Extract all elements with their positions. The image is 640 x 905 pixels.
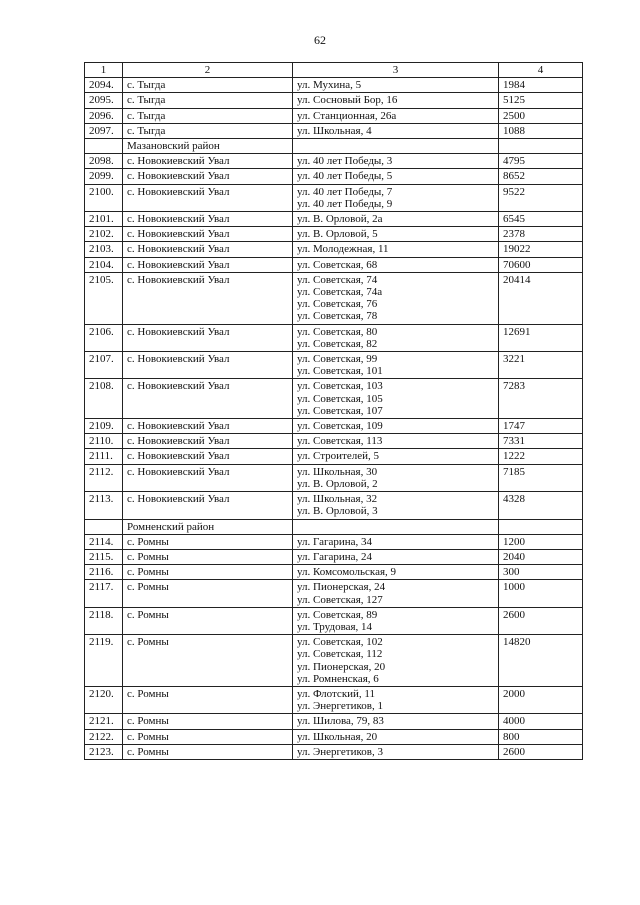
address-cell	[293, 324, 499, 351]
settlement-name: с. Новокиевский Увал	[123, 257, 293, 272]
area-value: 7331	[499, 434, 583, 449]
address-line: ул. Пионерская, 20	[297, 660, 386, 673]
settlement-name: с. Новокиевский Увал	[123, 464, 293, 491]
settlement-name: с. Новокиевский Увал	[123, 492, 293, 519]
row-number: 2110.	[85, 434, 123, 449]
row-number: 2098.	[85, 154, 123, 169]
address-line: ул. В. Орловой, 3	[297, 505, 378, 518]
table-row	[85, 464, 583, 491]
address-cell	[293, 272, 499, 324]
table-body	[85, 78, 583, 760]
row-number: 2121.	[85, 714, 123, 729]
address-line: ул. Шилова, 79, 83	[297, 715, 384, 728]
address-line: ул. В. Орловой, 5	[297, 228, 378, 241]
area-value: 14820	[499, 635, 583, 687]
table-row	[85, 580, 583, 607]
row-number: 2117.	[85, 580, 123, 607]
address-line: ул. 40 лет Победы, 9	[297, 197, 393, 210]
settlement-name: с. Ромны	[123, 714, 293, 729]
row-number: 2108.	[85, 379, 123, 419]
address-cell	[293, 464, 499, 491]
address-cell	[293, 212, 499, 227]
address-line: ул. 40 лет Победы, 3	[297, 155, 393, 168]
settlement-name: с. Ромны	[123, 729, 293, 744]
address-cell	[293, 169, 499, 184]
table-row	[85, 549, 583, 564]
area-value: 8652	[499, 169, 583, 184]
row-number: 2104.	[85, 257, 123, 272]
area-value: 7185	[499, 464, 583, 491]
row-number: 2116.	[85, 565, 123, 580]
settlement-name: с. Новокиевский Увал	[123, 242, 293, 257]
address-line: ул. Советская, 101	[297, 365, 383, 378]
table-row	[85, 534, 583, 549]
area-value: 3221	[499, 352, 583, 379]
table-cell-empty	[85, 139, 123, 154]
address-cell	[293, 154, 499, 169]
address-cell	[293, 184, 499, 211]
address-cell	[293, 565, 499, 580]
area-value: 2040	[499, 549, 583, 564]
row-number: 2113.	[85, 492, 123, 519]
settlement-name: с. Тыгда	[123, 108, 293, 123]
row-number: 2120.	[85, 686, 123, 713]
address-cell	[293, 434, 499, 449]
page-number: 62	[314, 33, 326, 47]
address-cell	[293, 352, 499, 379]
row-number: 2102.	[85, 227, 123, 242]
address-line: ул. Трудовая, 14	[297, 620, 373, 633]
address-cell	[293, 714, 499, 729]
address-cell	[293, 93, 499, 108]
address-cell	[293, 686, 499, 713]
settlement-name: с. Ромны	[123, 635, 293, 687]
table-row	[85, 607, 583, 634]
address-line: ул. 40 лет Победы, 5	[297, 170, 393, 183]
row-number: 2118.	[85, 607, 123, 634]
row-number: 2094.	[85, 78, 123, 93]
address-cell	[293, 78, 499, 93]
row-number: 2119.	[85, 635, 123, 687]
area-value: 1088	[499, 123, 583, 138]
address-line: ул. Советская, 99	[297, 353, 378, 366]
address-line: ул. Советская, 68	[297, 258, 378, 271]
row-number: 2103.	[85, 242, 123, 257]
row-number: 2123.	[85, 744, 123, 759]
address-cell	[293, 607, 499, 634]
address-line: ул. Советская, 105	[297, 392, 383, 405]
address-cell	[293, 123, 499, 138]
address-line: ул. Сосновый Бор, 16	[297, 94, 398, 107]
settlement-name: с. Новокиевский Увал	[123, 169, 293, 184]
table-cell-empty	[293, 519, 499, 534]
column-header-address: 3	[293, 63, 499, 78]
area-value: 19022	[499, 242, 583, 257]
settlement-name: с. Новокиевский Увал	[123, 324, 293, 351]
address-line: ул. Пионерская, 24	[297, 581, 386, 594]
address-line: ул. В. Орловой, 2	[297, 477, 378, 490]
area-value: 2600	[499, 744, 583, 759]
table-row	[85, 169, 583, 184]
address-line: ул. Строителей, 5	[297, 450, 379, 463]
area-value: 1222	[499, 449, 583, 464]
row-number: 2095.	[85, 93, 123, 108]
address-line: ул. Советская, 112	[297, 648, 383, 661]
area-value: 2000	[499, 686, 583, 713]
area-value: 20414	[499, 272, 583, 324]
area-value: 4328	[499, 492, 583, 519]
table-row	[85, 744, 583, 759]
address-cell	[293, 549, 499, 564]
table-row	[85, 212, 583, 227]
address-cell	[293, 635, 499, 687]
address-line: ул. Советская, 102	[297, 636, 383, 649]
area-value: 12691	[499, 324, 583, 351]
column-header-number: 1	[85, 63, 123, 78]
table-row	[85, 184, 583, 211]
table-row	[85, 714, 583, 729]
row-number: 2115.	[85, 549, 123, 564]
address-line: ул. Советская, 109	[297, 420, 383, 433]
row-number: 2096.	[85, 108, 123, 123]
table-row	[85, 352, 583, 379]
table-row	[85, 257, 583, 272]
address-cell	[293, 449, 499, 464]
row-number: 2100.	[85, 184, 123, 211]
table-cell-empty	[499, 139, 583, 154]
settlement-name: с. Ромны	[123, 607, 293, 634]
column-header-area: 4	[499, 63, 583, 78]
area-value: 5125	[499, 93, 583, 108]
settlement-name: с. Ромны	[123, 686, 293, 713]
table-cell-empty	[499, 519, 583, 534]
area-value: 2600	[499, 607, 583, 634]
district-name: Ромненский район	[123, 519, 293, 534]
table-row	[85, 123, 583, 138]
row-number: 2107.	[85, 352, 123, 379]
area-value: 1000	[499, 580, 583, 607]
settlement-name: с. Новокиевский Увал	[123, 434, 293, 449]
table-row	[85, 729, 583, 744]
address-line: ул. Гагарина, 34	[297, 535, 373, 548]
address-line: ул. Советская, 78	[297, 310, 378, 323]
row-number: 2101.	[85, 212, 123, 227]
table-row	[85, 324, 583, 351]
area-value: 2378	[499, 227, 583, 242]
address-cell	[293, 257, 499, 272]
address-line: ул. Советская, 127	[297, 593, 383, 606]
area-value: 1984	[499, 78, 583, 93]
area-value: 4000	[499, 714, 583, 729]
address-line: ул. Школьная, 20	[297, 730, 378, 743]
address-cell	[293, 242, 499, 257]
table-cell-empty	[85, 519, 123, 534]
row-number: 2114.	[85, 534, 123, 549]
address-line: ул. Советская, 82	[297, 337, 378, 350]
address-line: ул. Комсомольская, 9	[297, 566, 397, 579]
table-row	[85, 635, 583, 687]
table-row	[85, 272, 583, 324]
table-header-row	[85, 63, 583, 78]
address-line: ул. Мухина, 5	[297, 79, 362, 92]
address-line: ул. Школьная, 4	[297, 124, 372, 137]
address-line: ул. Школьная, 32	[297, 493, 378, 506]
row-number: 2112.	[85, 464, 123, 491]
settlement-name: с. Новокиевский Увал	[123, 272, 293, 324]
table-row	[85, 449, 583, 464]
settlement-name: с. Новокиевский Увал	[123, 419, 293, 434]
registry-table	[84, 62, 583, 760]
settlement-name: с. Ромны	[123, 580, 293, 607]
address-line: ул. Советская, 103	[297, 380, 383, 393]
table-row	[85, 565, 583, 580]
address-cell	[293, 729, 499, 744]
address-line: ул. Молодежная, 11	[297, 243, 389, 256]
address-line: ул. Советская, 80	[297, 325, 378, 338]
address-cell	[293, 580, 499, 607]
address-cell	[293, 108, 499, 123]
table-row	[85, 434, 583, 449]
row-number: 2111.	[85, 449, 123, 464]
area-value: 70600	[499, 257, 583, 272]
area-value: 9522	[499, 184, 583, 211]
settlement-name: с. Новокиевский Увал	[123, 449, 293, 464]
settlement-name: с. Новокиевский Увал	[123, 212, 293, 227]
address-cell	[293, 534, 499, 549]
area-value: 800	[499, 729, 583, 744]
settlement-name: с. Новокиевский Увал	[123, 227, 293, 242]
address-line: ул. В. Орловой, 2а	[297, 213, 383, 226]
settlement-name: с. Новокиевский Увал	[123, 184, 293, 211]
district-name: Мазановский район	[123, 139, 293, 154]
address-cell	[293, 379, 499, 419]
table-row	[85, 108, 583, 123]
address-line: ул. Советская, 76	[297, 298, 378, 311]
address-line: ул. Советская, 74	[297, 273, 378, 286]
table-row	[85, 686, 583, 713]
district-header-row	[85, 519, 583, 534]
area-value: 2500	[499, 108, 583, 123]
table-row	[85, 379, 583, 419]
row-number: 2106.	[85, 324, 123, 351]
address-cell	[293, 419, 499, 434]
table-row	[85, 154, 583, 169]
address-line: ул. Гагарина, 24	[297, 550, 373, 563]
area-value: 4795	[499, 154, 583, 169]
table-cell-empty	[293, 139, 499, 154]
table-row	[85, 419, 583, 434]
row-number: 2097.	[85, 123, 123, 138]
address-line: ул. Энергетиков, 3	[297, 745, 383, 758]
address-line: ул. Флотский, 11	[297, 687, 376, 700]
address-line: ул. 40 лет Победы, 7	[297, 185, 393, 198]
address-line: ул. Ромненская, 6	[297, 672, 379, 685]
district-header-row	[85, 139, 583, 154]
table-row	[85, 78, 583, 93]
area-value: 1747	[499, 419, 583, 434]
settlement-name: с. Тыгда	[123, 123, 293, 138]
area-value: 7283	[499, 379, 583, 419]
settlement-name: с. Тыгда	[123, 78, 293, 93]
settlement-name: с. Новокиевский Увал	[123, 352, 293, 379]
address-line: ул. Энергетиков, 1	[297, 700, 383, 713]
address-cell	[293, 227, 499, 242]
address-line: ул. Школьная, 30	[297, 465, 378, 478]
address-line: ул. Советская, 89	[297, 608, 378, 621]
address-line: ул. Советская, 113	[297, 435, 383, 448]
settlement-name: с. Новокиевский Увал	[123, 379, 293, 419]
column-header-place: 2	[123, 63, 293, 78]
row-number: 2105.	[85, 272, 123, 324]
table-row	[85, 242, 583, 257]
area-value: 1200	[499, 534, 583, 549]
row-number: 2109.	[85, 419, 123, 434]
address-line: ул. Советская, 74а	[297, 286, 383, 299]
area-value: 6545	[499, 212, 583, 227]
table-row	[85, 492, 583, 519]
settlement-name: с. Ромны	[123, 744, 293, 759]
row-number: 2122.	[85, 729, 123, 744]
area-value: 300	[499, 565, 583, 580]
row-number: 2099.	[85, 169, 123, 184]
address-cell	[293, 744, 499, 759]
address-line: ул. Станционная, 26а	[297, 109, 397, 122]
settlement-name: с. Тыгда	[123, 93, 293, 108]
table-row	[85, 93, 583, 108]
settlement-name: с. Ромны	[123, 534, 293, 549]
address-cell	[293, 492, 499, 519]
settlement-name: с. Ромны	[123, 549, 293, 564]
address-line: ул. Советская, 107	[297, 404, 383, 417]
settlement-name: с. Новокиевский Увал	[123, 154, 293, 169]
table-row	[85, 227, 583, 242]
settlement-name: с. Ромны	[123, 565, 293, 580]
